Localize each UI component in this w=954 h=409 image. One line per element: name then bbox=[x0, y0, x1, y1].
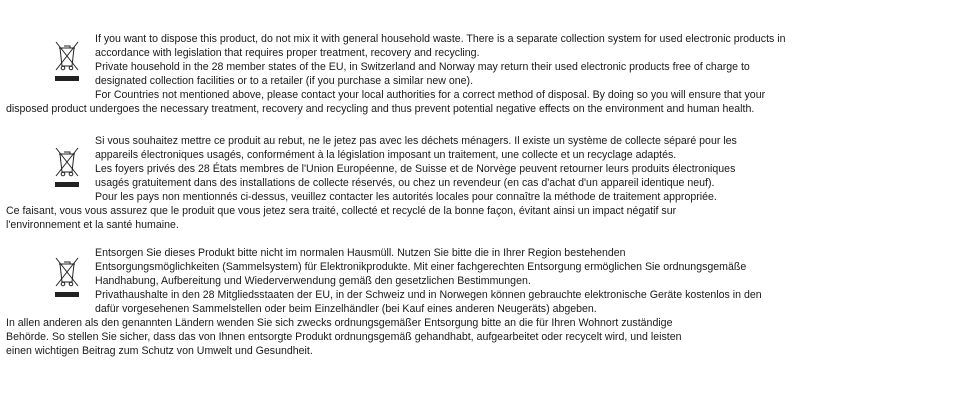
text-line: Entsorgen Sie dieses Produkt bitte nicht im normalen Hausmüll. Nutzen Sie bitte die in Ihrer Region bestehenden bbox=[95, 247, 626, 259]
text-line: Les foyers privés des 28 États membres de l'Union Européenne, de Suisse et de Norvège peuvent retourner leurs produits électroniques bbox=[95, 163, 736, 175]
text-line: Handhabung, Aufbereitung und Wiederverwendung gemäß den gesetzlichen Bestimmungen. bbox=[95, 275, 531, 287]
text-line: Si vous souhaitez mettre ce produit au rebut, ne le jetez pas avec les déchets ménagers. Il existe un système de collecte séparé pour les bbox=[95, 135, 737, 147]
text-line: dafür vorgesehenen Sammelstellen oder beim Einzelhändler (bei Kauf eines anderen Neugeräts) abgeben. bbox=[95, 303, 597, 315]
text-line: designated collection facilities or to a retailer (if you purchase a similar new one). bbox=[95, 75, 474, 87]
text-line: If you want to dispose this product, do not mix it with general household waste. There is a separate collection system for used electronic products in bbox=[95, 33, 786, 45]
text-line: Ce faisant, vous vous assurez que le produit que vous jetez sera traité, collecté et recyclé de la bonne façon, évitant ainsi un impact négatif sur bbox=[6, 205, 677, 217]
weee-crossed-bin-icon bbox=[52, 254, 82, 298]
text-line: Behörde. So stellen Sie sicher, dass das von Ihnen entsorgte Produkt ordnungsgemäß gehandhabt, aufgearbeitet oder recycelt wird, und leisten bbox=[6, 331, 682, 343]
text-line: disposed product undergoes the necessary treatment, recovery and recycling and thus prevent potential negative effects on the environment and human health. bbox=[6, 103, 755, 115]
text-line: accordance with legislation that requires proper treatment, recovery and recycling. bbox=[95, 47, 480, 59]
text-line: Pour les pays non mentionnés ci-dessus, veuillez contacter les autorités locales pour connaître la méthode de traitement appropriée. bbox=[95, 191, 717, 203]
text-line: Private household in the 28 member states of the EU, in Switzerland and Norway may return their used electronic products free of charge to bbox=[95, 61, 750, 73]
text-line: Privathaushalte in den 28 Mitgliedsstaaten der EU, in der Schweiz und in Norwegen können gebrauchte elektronische Geräte kostenlos in den bbox=[95, 289, 762, 301]
text-line: For Countries not mentioned above, please contact your local authorities for a correct method of disposal. By doing so you will ensure that your bbox=[95, 89, 766, 101]
text-line: usagés gratuitement dans des installations de collecte réservés, ou chez un revendeur (en cas d'achat d'un appareil identique neuf). bbox=[95, 177, 715, 189]
text-line: l'environnement et la santé humaine. bbox=[6, 219, 179, 231]
text-line: In allen anderen als den genannten Ländern wenden Sie sich zwecks ordnungsgemäßer Entsorgung bitte an die für Ihren Wohnort zuständige bbox=[6, 317, 673, 329]
text-line: einen wichtigen Beitrag zum Schutz von Umwelt und Gesundheit. bbox=[6, 345, 313, 357]
text-line: appareils électroniques usagés, conformément à la législation imposant un traitement, une collecte et un recyclage adaptés. bbox=[95, 149, 677, 161]
text-line: Entsorgungsmöglichkeiten (Sammelsystem) für Elektronikprodukte. Mit einer fachgerechten Entsorgung ermöglichen Sie ordnungsgemäße bbox=[95, 261, 747, 273]
